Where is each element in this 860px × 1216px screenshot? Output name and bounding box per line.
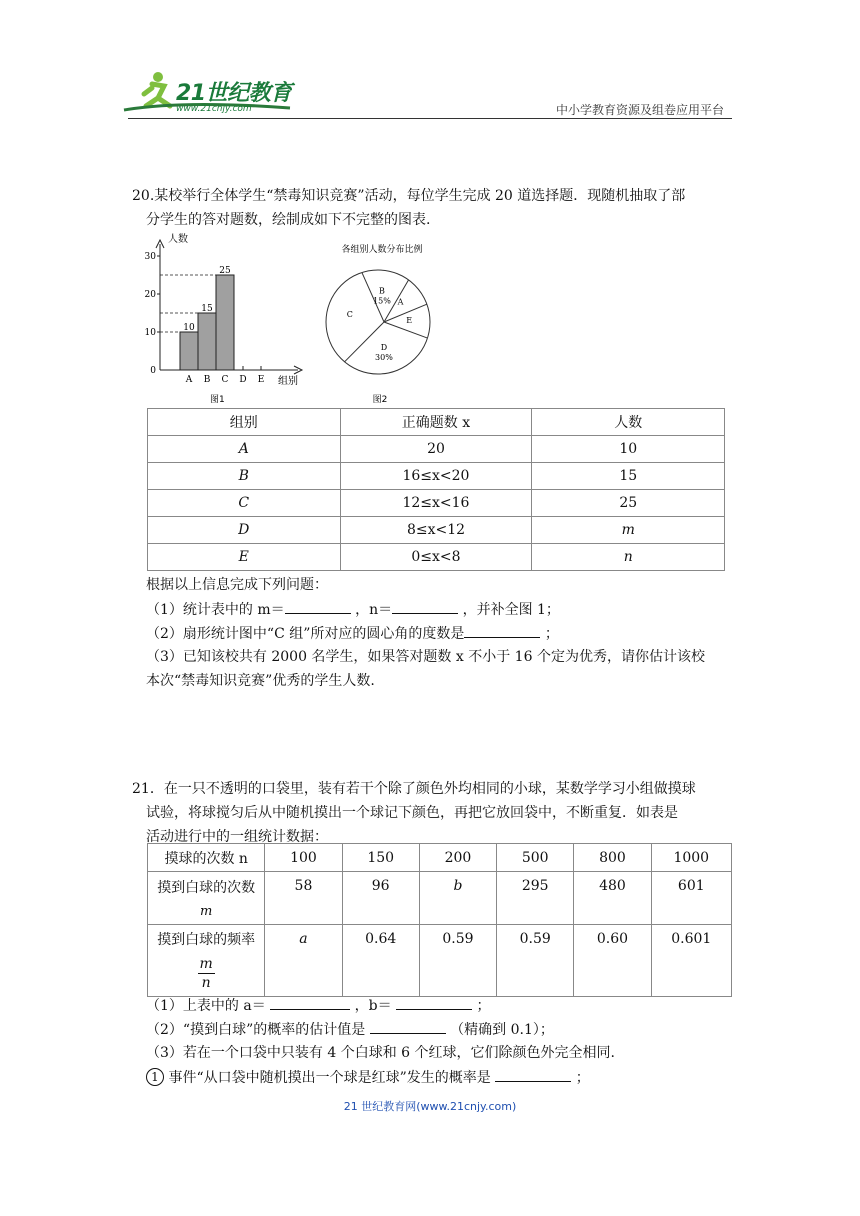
y-tick-label: 0 [150, 366, 156, 376]
table-cell: C [148, 490, 341, 517]
table-row [148, 436, 725, 463]
table-cell: 25 [532, 490, 725, 517]
fraction-denominator: n [201, 975, 211, 991]
table-row-whites [148, 872, 732, 925]
x-tick-label: D [239, 375, 247, 385]
q21-part-2 [146, 1017, 554, 1042]
header-platform-name: 中小学教育资源及组卷应用平台 [555, 103, 724, 117]
bar-C [216, 275, 234, 370]
y-tick-label: 20 [144, 290, 156, 300]
table-cell: 0≤x<8 [340, 544, 532, 571]
q20-part-1-text: ，并补全图 1； [462, 602, 560, 618]
logo-url: www.21cnjy.com [176, 104, 252, 114]
answer-blank-m[interactable] [285, 597, 351, 614]
table-cell: 0.60 [574, 925, 651, 997]
table-cell: b [419, 872, 496, 925]
q21-line-2: 试验，将球搅匀后从中随机摸出一个球记下颜色，再把它放回袋中，不断重复．如表是 [146, 805, 678, 821]
fraction-numerator: m [199, 956, 213, 972]
pie-slice-label-B: B [379, 286, 385, 296]
pie-chart-title: 各组别人数分布比例 [341, 245, 423, 255]
q21-line-1: 21．在一只不透明的口袋里，装有若干个除了颜色外均相同的小球，某数学学习小组做摸球 [132, 781, 696, 797]
header-correct: 正确题数 x [340, 409, 532, 436]
x-tick-label: B [203, 375, 211, 385]
table-cell: 0.601 [651, 925, 731, 997]
x-tick-label: E [257, 375, 265, 385]
table-cell: 16≤x<20 [340, 463, 532, 490]
pie-slice-percent: 30% [375, 352, 393, 362]
y-tick-label: 30 [144, 252, 156, 262]
table-cell: 480 [574, 872, 651, 925]
pie-slice-label-C: C [346, 310, 353, 320]
table-cell: 15 [532, 463, 725, 490]
q20-line-2: 分学生的答对题数，绘制成如下不完整的图表. [146, 212, 431, 228]
q20-part-1-text: （1）统计表中的 m＝ [146, 602, 285, 618]
q21-line-3: 活动进行中的一组统计数据： [146, 829, 328, 845]
q21-part-3: （3）若在一个口袋中只装有 4 个白球和 6 个红球，它们除颜色外完全相同. [146, 1045, 615, 1061]
q21-part-1-text: ； [476, 998, 491, 1014]
bar-chart [140, 230, 310, 408]
q20-part-3-line-2: 本次“禁毒知识竞赛”优秀的学生人数. [146, 673, 375, 689]
row-label-whites [148, 872, 265, 925]
table-cell: 12≤x<16 [340, 490, 532, 517]
q21-part-1-text: （1）上表中的 a＝ [146, 998, 266, 1014]
answer-blank-angle[interactable] [464, 621, 540, 638]
header-count: 人数 [532, 409, 725, 436]
table-cell: 8≤x<12 [340, 517, 532, 544]
table-cell: 10 [532, 436, 725, 463]
row-label-frequency [148, 925, 265, 997]
table-row [148, 490, 725, 517]
header-rule [128, 118, 732, 119]
table-cell: n [532, 544, 725, 571]
bar-B [198, 313, 216, 370]
table-row [148, 463, 725, 490]
q21-part-2-text: （2）“摸到白球”的概率的估计值是 [146, 1022, 366, 1038]
table-cell: 601 [651, 872, 731, 925]
pie-slice-label-D: D [380, 342, 388, 352]
table-row-frequency [148, 925, 732, 997]
q20-intro: 根据以上信息完成下列问题： [146, 577, 328, 593]
table-cell: a [265, 925, 342, 997]
bar-A [180, 332, 198, 370]
table-cell: 1000 [651, 844, 731, 872]
bar-value-label: 15 [201, 304, 213, 314]
q20-part-2-text: （2）扇形统计图中“C 组”所对应的圆心角的度数是 [146, 626, 465, 642]
row-label-draws: 摸球的次数 n [148, 844, 265, 872]
table-cell: 20 [340, 436, 532, 463]
bar-chart-xlabel: 组别 [278, 376, 298, 387]
q21-part-3-1-text: ； [575, 1070, 590, 1086]
table-cell: 96 [342, 872, 419, 925]
table-header-row [148, 409, 725, 436]
x-tick-label: A [185, 375, 193, 385]
table-cell: E [148, 544, 341, 571]
footer-link[interactable]: 21 世纪教育网(www.21cnjy.com) [343, 1100, 517, 1113]
table-cell: 100 [265, 844, 342, 872]
header-group: 组别 [148, 409, 341, 436]
row-label-text: 摸到白球的次数 [157, 880, 256, 896]
answer-blank-b[interactable] [396, 993, 472, 1010]
q20-part-3-line-1: （3）已知该校共有 2000 名学生，如果答对题数 x 不小于 16 个定为优秀，请你估计该校 [146, 649, 705, 665]
q20-part-1-text: ，n＝ [355, 602, 393, 618]
table-cell: 200 [419, 844, 496, 872]
table-cell: 0.59 [419, 925, 496, 997]
q20-part-2 [146, 621, 559, 646]
table-cell: A [148, 436, 341, 463]
table-cell: 0.59 [497, 925, 574, 997]
table-row [148, 544, 725, 571]
q20-part-1 [146, 597, 560, 622]
row-label-variable: m [200, 904, 213, 919]
pie-slice-label-E: E [406, 316, 413, 326]
table-cell: 295 [497, 872, 574, 925]
y-tick-label: 10 [144, 328, 156, 338]
table-cell: 150 [342, 844, 419, 872]
q21-part-3-1-text: 事件“从口袋中随机摸出一个球是红球”发生的概率是 [168, 1070, 491, 1086]
table-row [148, 517, 725, 544]
q21-frequency-table [147, 843, 732, 997]
bar-value-label: 10 [183, 323, 195, 333]
answer-blank-n[interactable] [392, 597, 458, 614]
bar-value-label: 25 [219, 266, 231, 276]
table-cell: 58 [265, 872, 342, 925]
table-cell: m [532, 517, 725, 544]
q21-part-2-text: （精确到 0.1）； [450, 1022, 554, 1038]
table-cell: D [148, 517, 341, 544]
table-row-counts [148, 844, 732, 872]
q20-line-1: 20.某校举行全体学生“禁毒知识竞赛”活动，每位学生完成 20 道选择题．现随机抽取了部 [132, 188, 686, 204]
figure-2-caption: 图2 [372, 395, 388, 405]
x-tick-label: C [221, 375, 229, 385]
table-cell: 800 [574, 844, 651, 872]
q21-part-3-1 [146, 1065, 590, 1090]
table-cell: 0.64 [342, 925, 419, 997]
figure-1-caption: 图1 [210, 395, 225, 405]
q21-part-1 [146, 993, 491, 1018]
q20-score-table [147, 408, 725, 571]
fraction-m-over-n [198, 955, 215, 992]
answer-blank-probability[interactable] [370, 1017, 446, 1034]
q21-part-1-text: ，b＝ [354, 998, 392, 1014]
q20-part-2-text: ； [544, 626, 559, 642]
answer-blank-a[interactable] [270, 993, 350, 1010]
row-label-text: 摸到白球的频率 [157, 932, 256, 948]
pie-slice-label-A: A [397, 297, 404, 307]
pie-chart [322, 240, 442, 410]
table-cell: B [148, 463, 341, 490]
bar-chart-ylabel: 人数 [168, 234, 188, 245]
table-cell: 500 [497, 844, 574, 872]
answer-blank-red-probability[interactable] [495, 1065, 571, 1082]
circled-number-icon: 1 [146, 1068, 164, 1086]
logo-text: 21世纪教育 [176, 81, 292, 106]
pie-slice-percent: 15% [373, 296, 391, 306]
